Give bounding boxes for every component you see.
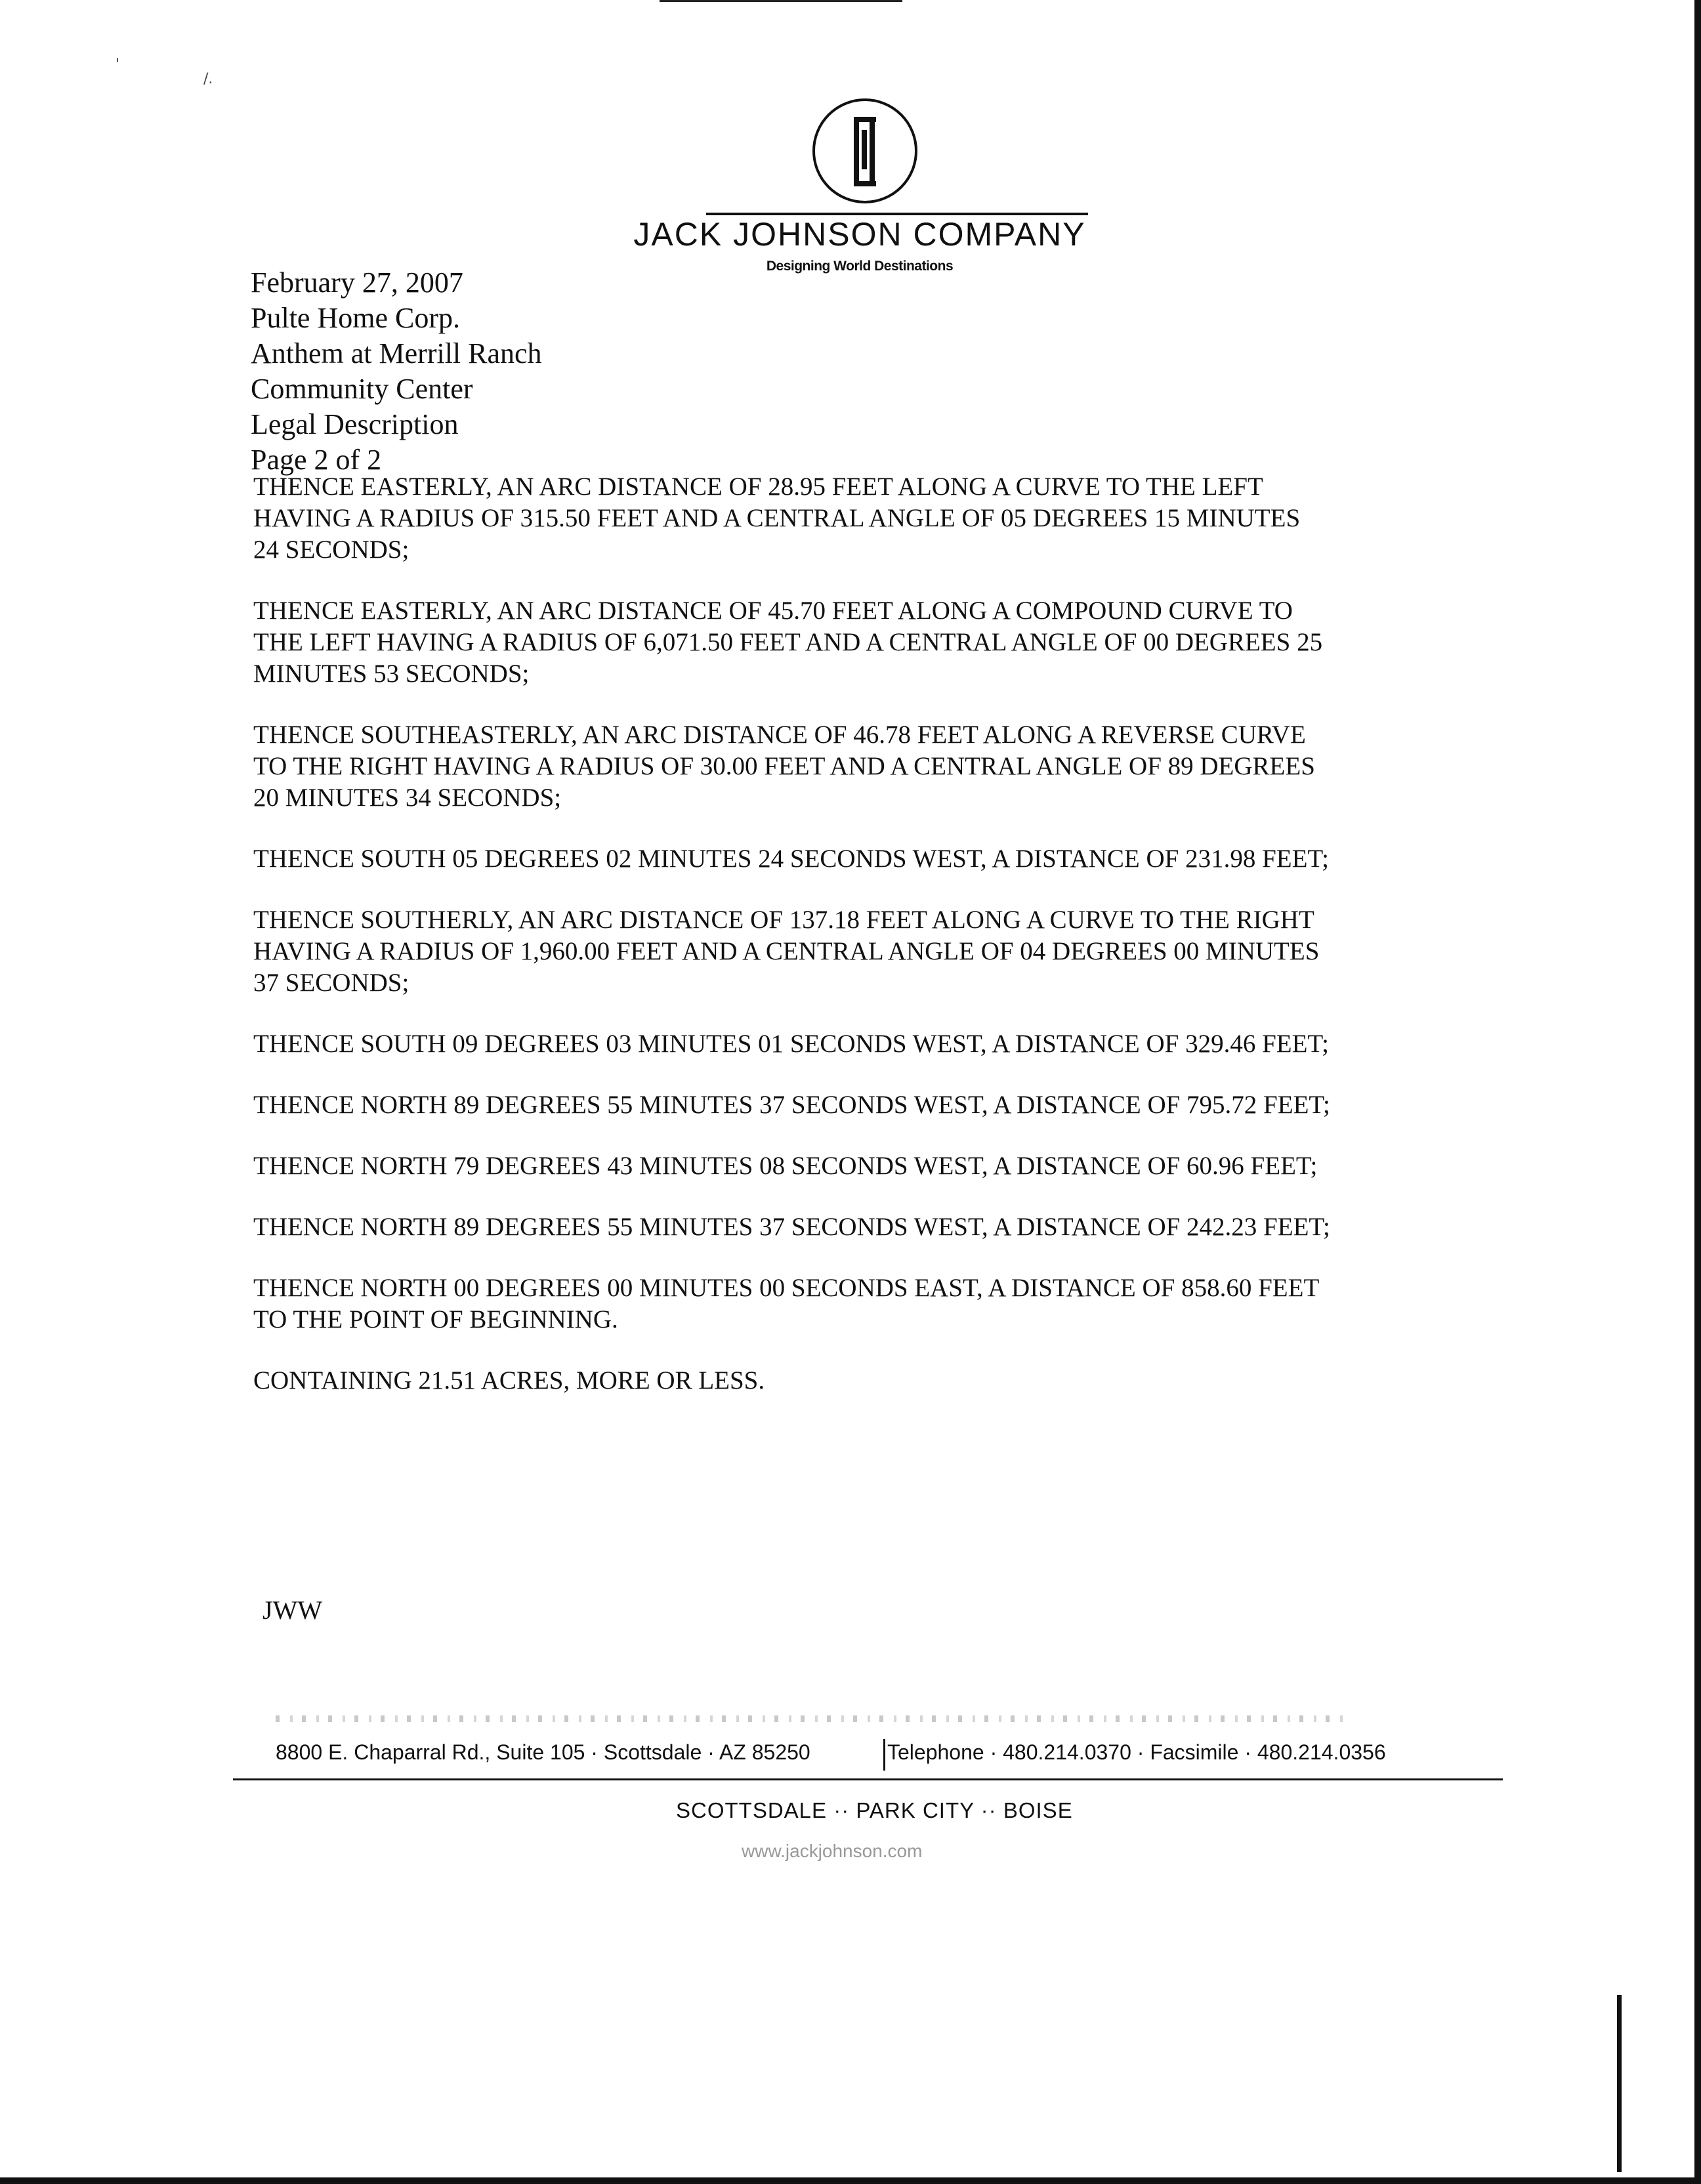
description-paragraph bbox=[253, 719, 1454, 814]
top-edge-rule bbox=[660, 0, 902, 2]
description-paragraph bbox=[253, 1272, 1454, 1335]
paragraph-line: THENCE SOUTHERLY, AN ARC DISTANCE OF 137.18 FEET ALONG A CURVE TO THE RIGHT bbox=[253, 906, 1314, 934]
paragraph-line: THENCE NORTH 00 DEGREES 00 MINUTES 00 SECONDS EAST, A DISTANCE OF 858.60 FEET bbox=[253, 1274, 1320, 1302]
description-paragraph bbox=[253, 1365, 1454, 1396]
scan-speck: ' bbox=[116, 56, 120, 73]
page-number: Page 2 of 2 bbox=[251, 444, 382, 476]
paragraph-line: THENCE SOUTHEASTERLY, AN ARC DISTANCE OF 46.78 FEET ALONG A REVERSE CURVE bbox=[253, 721, 1306, 749]
footer-divider bbox=[883, 1739, 885, 1771]
document-header bbox=[251, 265, 542, 478]
paragraph-line: 20 MINUTES 34 SECONDS; bbox=[253, 784, 562, 812]
footer-cities: SCOTTSDALE ·· PARK CITY ·· BOISE bbox=[676, 1798, 1073, 1822]
paragraph-line: MINUTES 53 SECONDS; bbox=[253, 660, 530, 688]
description-paragraph bbox=[253, 471, 1454, 566]
paragraph-line: THENCE EASTERLY, AN ARC DISTANCE OF 28.95 FEET ALONG A CURVE TO THE LEFT bbox=[253, 472, 1263, 501]
document-date: February 27, 2007 bbox=[251, 266, 463, 299]
description-paragraph bbox=[253, 1089, 1454, 1121]
paragraph-line: 24 SECONDS; bbox=[253, 536, 410, 564]
description-paragraph bbox=[253, 843, 1454, 875]
paragraph-line: THENCE NORTH 89 DEGREES 55 MINUTES 37 SECONDS WEST, A DISTANCE OF 795.72 FEET; bbox=[253, 1091, 1330, 1119]
logo-monogram-icon bbox=[852, 116, 877, 188]
paragraph-gap bbox=[253, 1060, 1454, 1089]
description-paragraph bbox=[253, 1028, 1454, 1060]
footer-rule bbox=[233, 1778, 1503, 1780]
paragraph-line: TO THE RIGHT HAVING A RADIUS OF 30.00 FEET AND A CENTRAL ANGLE OF 89 DEGREES bbox=[253, 752, 1315, 780]
project-name: Anthem at Merrill Ranch bbox=[251, 337, 542, 369]
paragraph-gap bbox=[253, 566, 1454, 595]
client-name: Pulte Home Corp. bbox=[251, 302, 460, 334]
paragraph-line: THENCE SOUTH 09 DEGREES 03 MINUTES 01 SECONDS WEST, A DISTANCE OF 329.46 FEET; bbox=[253, 1030, 1329, 1058]
footer-phone-fax: Telephone · 480.214.0370 · Facsimile · 480.214.0356 bbox=[887, 1740, 1386, 1764]
faded-scan-line bbox=[276, 1715, 1352, 1722]
legal-description-body bbox=[253, 471, 1454, 1396]
paragraph-line: THENCE SOUTH 05 DEGREES 02 MINUTES 24 SECONDS WEST, A DISTANCE OF 231.98 FEET; bbox=[253, 845, 1329, 873]
company-name: JACK JOHNSON COMPANY bbox=[633, 216, 1086, 253]
description-paragraph bbox=[253, 1211, 1454, 1243]
paragraph-line: THENCE EASTERLY, AN ARC DISTANCE OF 45.70 FEET ALONG A COMPOUND CURVE TO bbox=[253, 597, 1293, 625]
paragraph-line: 37 SECONDS; bbox=[253, 969, 410, 997]
company-tagline: Designing World Destinations bbox=[766, 259, 954, 274]
document-type: Legal Description bbox=[251, 408, 459, 440]
paragraph-gap bbox=[253, 814, 1454, 843]
scan-speck: /. bbox=[203, 71, 213, 87]
paragraph-gap bbox=[253, 690, 1454, 719]
paragraph-gap bbox=[253, 1335, 1454, 1365]
paragraph-gap bbox=[253, 875, 1454, 904]
paragraph-line: CONTAINING 21.51 ACRES, MORE OR LESS. bbox=[253, 1366, 765, 1395]
facility-name: Community Center bbox=[251, 373, 473, 405]
description-paragraph bbox=[253, 1150, 1454, 1182]
paragraph-line: TO THE POINT OF BEGINNING. bbox=[253, 1305, 618, 1334]
paragraph-line: HAVING A RADIUS OF 1,960.00 FEET AND A CENTRAL ANGLE OF 04 DEGREES 00 MINUTES bbox=[253, 937, 1320, 965]
paragraph-line: THENCE NORTH 89 DEGREES 55 MINUTES 37 SECONDS WEST, A DISTANCE OF 242.23 FEET; bbox=[253, 1213, 1330, 1241]
footer-web-faded: www.jackjohnson.com bbox=[742, 1841, 923, 1861]
author-initials: JWW bbox=[262, 1595, 323, 1625]
paragraph-line: THENCE NORTH 79 DEGREES 43 MINUTES 08 SECONDS WEST, A DISTANCE OF 60.96 FEET; bbox=[253, 1152, 1318, 1180]
paragraph-gap bbox=[253, 1243, 1454, 1272]
paragraph-gap bbox=[253, 1182, 1454, 1211]
footer-address: 8800 E. Chaparral Rd., Suite 105 · Scottsdale · AZ 85250 bbox=[276, 1740, 810, 1764]
paragraph-gap bbox=[253, 999, 1454, 1028]
paragraph-line: THE LEFT HAVING A RADIUS OF 6,071.50 FEET AND A CENTRAL ANGLE OF 00 DEGREES 25 bbox=[253, 628, 1323, 656]
paragraph-line: HAVING A RADIUS OF 315.50 FEET AND A CENTRAL ANGLE OF 05 DEGREES 15 MINUTES bbox=[253, 504, 1301, 532]
company-logo bbox=[812, 98, 917, 203]
paragraph-gap bbox=[253, 1121, 1454, 1150]
description-paragraph bbox=[253, 595, 1454, 690]
scan-edge-bar bbox=[1617, 1995, 1622, 2172]
description-paragraph bbox=[253, 904, 1454, 999]
